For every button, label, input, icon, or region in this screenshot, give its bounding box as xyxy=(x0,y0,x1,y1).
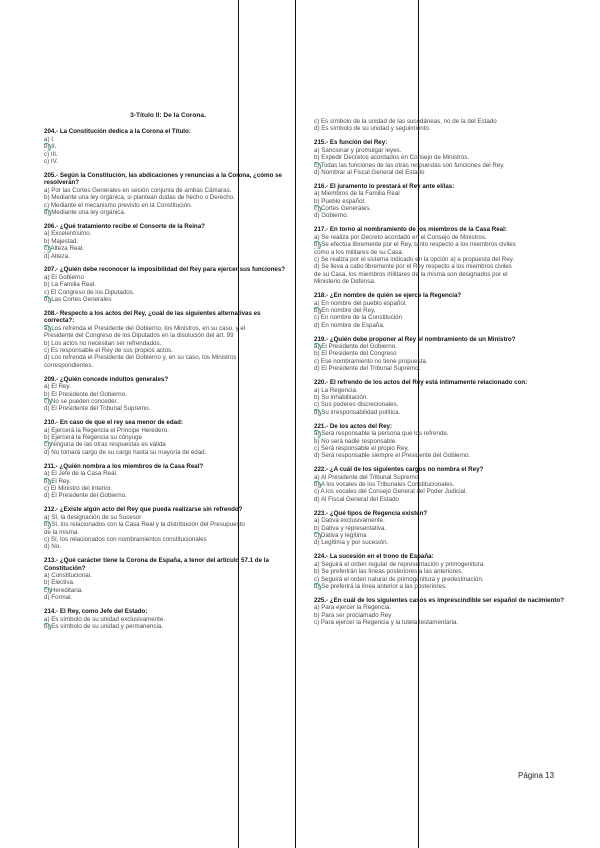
answer-option: a) Excelentísimo. xyxy=(44,230,92,238)
option-line: d) Es símbolo de su unidad y seguimiento. xyxy=(314,125,431,133)
answer-option: a) Será responsable la persona que los refrende. xyxy=(314,430,564,437)
answer-option: c) Hereditaria. xyxy=(44,587,292,594)
answer-option: d) El Presidente del Tribunal Supremo. xyxy=(314,365,421,373)
question-block xyxy=(314,510,564,547)
answer-option: c) Es responsable el Rey de sus propios actos. xyxy=(44,346,173,354)
answer-option: d) Se preferirá la línea anterior a las posteriores. xyxy=(314,583,564,590)
answer-option: c) El Congreso de los Diputados. xyxy=(44,288,135,296)
answer-option: c) IV. xyxy=(44,158,58,166)
answer-option: c) Para ejercer la Regencia y la tutela testamentaria. xyxy=(314,619,459,627)
answer-option: b) No será nadie responsable. xyxy=(314,437,397,445)
question-text: 211.- ¿Quién nombra a los miembros de la Casa Real? xyxy=(44,462,204,470)
question-block xyxy=(44,608,292,630)
answer-option: a) I. xyxy=(44,135,55,143)
answer-option: d) Nombrar al Fiscal General del Estado xyxy=(314,168,425,176)
question-text: 223.- ¿Qué tipos de Regencia existen? xyxy=(314,509,428,517)
question-block xyxy=(314,423,564,460)
answer-option: d) Las Cortes Generales xyxy=(44,296,292,303)
page-number: Página 13 xyxy=(518,771,555,780)
answer-option: a) El Presidente del Gobierno. xyxy=(314,343,564,350)
answer-option: d) No tomará cargo de su cargo hasta su mayoría de edad. xyxy=(44,448,207,456)
answer-option: b) Para ser proclamado Rey xyxy=(314,611,392,619)
question-text: 222.- ¿A cuál de los siguientes cargos no nombra el Rey? xyxy=(314,466,484,474)
answer-option: d) Al Fiscal General del Estado xyxy=(314,495,399,503)
question-text: 218.- ¿En nombre de quién se ejerce la Regencia? xyxy=(314,292,462,300)
question-block xyxy=(44,310,292,369)
answer-option: c) Sí, los relacionados con nombramientos constitucionales xyxy=(44,535,207,543)
answer-option: a) El Jefe de la Casa Real. xyxy=(44,470,118,478)
answer-option: d) Los refrenda el Presidente del Gobierno y, en su caso, los Ministros xyxy=(44,354,237,362)
answer-option: b) El Rey. xyxy=(44,478,292,485)
question-continuation xyxy=(314,118,564,133)
vertical-rule-2 xyxy=(295,0,296,848)
answer-option: a) Los refrenda el Presidente del Gobierno, los Ministros, en su caso, y el xyxy=(44,325,292,332)
question-block xyxy=(44,557,292,601)
answer-option: b) En nombre del Rey. xyxy=(314,307,564,314)
answer-option: d) El Presidente del Gobierno. xyxy=(44,492,127,500)
answer-option: b) El Presidente del Gobierno. xyxy=(44,390,127,398)
question-block xyxy=(314,139,564,176)
answer-option: b) Pueblo español. xyxy=(314,197,366,205)
question-text: 221.- De los actos del Rey: xyxy=(314,422,393,430)
answer-option: c) Cortes Generales. xyxy=(314,205,564,212)
answer-option: a) Seguirá el orden regular de representación y primogenitura. xyxy=(314,560,485,568)
answer-option: como a los militares de su Casa. xyxy=(314,248,404,256)
answer-option: d) El Presidente del Tribunal Supremo. xyxy=(44,405,151,413)
question-text: 220.- El refrendo de los actos del Rey está íntimamente relacionado con: xyxy=(314,379,528,387)
answer-option: d) Será responsable siempre el Presidente del Gobierno. xyxy=(314,452,471,460)
answer-option: a) Para ejercer la Regencia. xyxy=(314,604,392,612)
question-text: 214.- El Rey, como Jefe del Estado: xyxy=(44,608,148,616)
answer-option: b) Majestad. xyxy=(44,237,79,245)
answer-option: Ministerio de Defensa. xyxy=(314,278,376,286)
answer-option: b) II. xyxy=(44,143,292,150)
question-block xyxy=(314,466,564,503)
answer-option: a) La Regencia. xyxy=(314,386,358,394)
question-text: 205.- Según la Constitución, las abdicaciones y renuncias a la Corona, ¿cómo se resolverán? xyxy=(44,171,282,187)
question-text: 212.- ¿Existe algún acto del Rey que pueda realizarse sin refrendo? xyxy=(44,506,243,514)
answer-option: de la misma. xyxy=(44,528,80,536)
question-text: 210.- En caso de que el rey sea menor de edad: xyxy=(44,419,183,427)
answer-option: b) La Familia Real. xyxy=(44,281,96,289)
answer-option: a) Miembros de la Familia Real xyxy=(314,190,400,198)
question-block xyxy=(44,223,292,260)
answer-option: c) No se pueden conceder. xyxy=(44,398,292,405)
question-block xyxy=(314,553,564,590)
question-text: 217.- En torno al nombramiento de los miembros de la Casa Real: xyxy=(314,226,507,234)
answer-option: d) Gobierno. xyxy=(314,212,349,220)
answer-option: c) Sus poderes discrecionales. xyxy=(314,401,399,409)
answer-option: d) Alteza. xyxy=(44,252,70,260)
answer-option: c) El Ministro del Interior. xyxy=(44,484,113,492)
section-title: 3-Título II: De la Corona. xyxy=(130,112,206,119)
answer-option: c) Todas las funciones de las otras respuestas son funciones del Rey. xyxy=(314,162,564,169)
question-text: 208.- Respecto a los actos del Rey, ¿cuál de las siguientes alternativas es correcta?: xyxy=(44,309,261,325)
answer-option: c) Alteza Real. xyxy=(44,245,292,252)
answer-option: d) Mediante una ley orgánica. xyxy=(44,209,292,216)
answer-option: b) Su inhabilitación. xyxy=(314,394,369,401)
answer-option: b) Mediante una ley orgánica, si plantean dudas de hecho o Derecho. xyxy=(44,194,235,202)
answer-option: d) Formal. xyxy=(44,594,73,602)
question-text: 209.- ¿Quién concede indultos generales? xyxy=(44,375,169,383)
answer-option: a) Constitucional. xyxy=(44,572,92,580)
question-text: 219.- ¿Quién debe proponer al Rey el nombramiento de un Ministro? xyxy=(314,335,516,343)
question-block xyxy=(44,172,292,216)
question-text: 213.- ¿Qué carácter tiene la Corona de España, a tenor del artículo 57.1 de la Constitución? xyxy=(44,557,269,572)
answer-option: b) Se efectúa libremente por el Rey, tanto respecto a los miembros civiles xyxy=(314,241,564,248)
question-text: 225.- ¿En cuál de los siguientes casos es imprescindible ser español de nacimiento? xyxy=(314,596,564,604)
answer-option: a) El Rey. xyxy=(44,383,71,391)
answer-option: b) Los actos no necesitan ser refrendados. xyxy=(44,339,162,347)
answer-option: b) Ejercerá la Regencia su cónyuge xyxy=(44,434,143,442)
answer-option: c) En nombre de la Constitución xyxy=(314,314,403,322)
question-block xyxy=(44,463,292,500)
answer-option: b) Se preferirán las líneas posteriores a las anteriores. xyxy=(314,568,463,576)
question-block xyxy=(314,597,564,627)
question-block xyxy=(44,376,292,413)
answer-option: c) A los vocales del Consejo General del Poder Judicial. xyxy=(314,488,468,496)
answer-option: c) Mediante el mecanismo previsto en la Constitución. xyxy=(44,201,193,209)
answer-option: a) Dativa exclusivamente. xyxy=(314,517,385,525)
answer-option: a) Sancionar y promulgar leyes. xyxy=(314,146,402,154)
answer-option: de su Casa, los miembros militares de la misma son designados por el xyxy=(314,270,508,278)
answer-option: b) El Presidente del Congreso xyxy=(314,350,397,358)
answer-option: b) A los vocales de los Tribunales Constitucionales. xyxy=(314,481,564,488)
answer-option: c) Será responsable el propio Rey. xyxy=(314,444,409,452)
option-line: c) Es símbolo de la unidad de las sucedáneas, no de la del Estado xyxy=(314,118,497,125)
answer-option: a) Por las Cortes Generales en sesión conjunta de ambas Cámaras. xyxy=(44,186,232,194)
answer-option: c) Ninguna de las otras respuestas es válida xyxy=(44,441,292,448)
answer-option: d) No. xyxy=(44,543,61,551)
answer-option: d) Legítima y por sucesión. xyxy=(314,539,389,547)
answer-option: c) Seguirá el orden natural de primogenitura y predestinación. xyxy=(314,575,484,583)
answer-option: d) En nombre de España. xyxy=(314,321,385,329)
question-block xyxy=(44,128,292,165)
answer-option: b) Sí, los relacionados con la Casa Real y la distribución del Presupuesto xyxy=(44,521,292,528)
question-text: 207.- ¿Quién debe reconocer la imposibilidad del Rey para ejercer sus funciones? xyxy=(44,266,286,274)
answer-option: a) Al Presidente del Tribunal Supremo. xyxy=(314,473,420,481)
answer-option: a) En nombre del pueblo español. xyxy=(314,299,407,307)
answer-option: Presidente del Congreso de los Diputados en la disolución del art. 99 xyxy=(44,332,234,340)
question-block xyxy=(314,183,564,220)
question-text: 216.- El juramento lo prestará el Rey ante el/las: xyxy=(314,182,455,190)
question-block xyxy=(44,506,292,550)
question-block xyxy=(314,379,564,416)
answer-option: b) Electiva. xyxy=(44,579,75,587)
answer-option: b) Dativa y representativa. xyxy=(314,524,387,532)
question-block xyxy=(314,226,564,285)
answer-option: b) Expedir Decretos acordados en Consejo de Ministros. xyxy=(314,154,470,162)
question-text: 215.- Es función del Rey: xyxy=(314,139,388,147)
answer-option: a) Ejercerá la Regencia el Príncipe Heredero. xyxy=(44,426,169,434)
answer-option: d) Se lleva a cabo libremente por el Rey respecto a los miembros civiles xyxy=(314,263,512,271)
question-block xyxy=(314,336,564,373)
answer-option: correspondientes. xyxy=(44,361,94,369)
question-block xyxy=(44,266,292,303)
answer-option: c) III. xyxy=(44,150,58,158)
answer-option: a) Se realiza por Decreto acordado en el Consejo de Ministros. xyxy=(314,233,487,241)
answer-option: c) Ese nombramiento no tiene propuesta. xyxy=(314,357,428,365)
question-block xyxy=(44,419,292,456)
answer-option: d) Su irresponsabilidad política. xyxy=(314,409,564,416)
answer-option: c) Dativa y legítima xyxy=(314,532,564,539)
answer-option: c) Se realiza por el sistema indicado en la opción a) a propuesta del Rey. xyxy=(314,256,515,263)
question-text: 204.- La Constitución dedica a la Corona el Título: xyxy=(44,128,191,136)
right-column xyxy=(314,118,564,633)
question-block xyxy=(314,292,564,329)
question-text: 206.- ¿Qué tratamiento recibe el Consorte de la Reina? xyxy=(44,222,205,230)
answer-option: a) Sí, la designación de su Sucesor xyxy=(44,513,142,521)
answer-option: a) Es símbolo de su unidad exclusivamente. xyxy=(44,615,166,623)
answer-option: b) Es símbolo de su unidad y permanencia. xyxy=(44,623,292,630)
answer-option: a) El Gobierno xyxy=(44,273,84,281)
left-column xyxy=(44,112,292,637)
question-text: 224.- La sucesión en el trono de España: xyxy=(314,553,434,561)
